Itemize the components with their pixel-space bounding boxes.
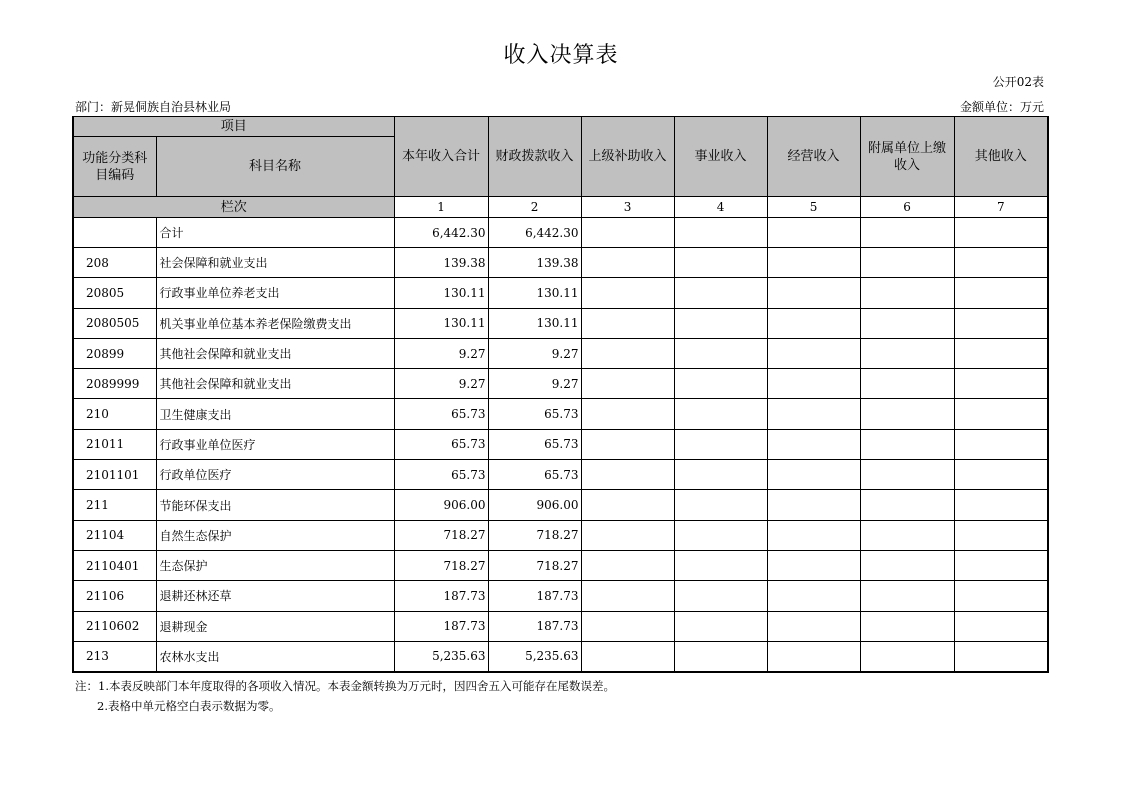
subject-name-cell: 生态保护: [156, 550, 394, 580]
total-income-cell: 718.27: [394, 520, 488, 550]
total-income-cell: 65.73: [394, 429, 488, 459]
column-header: 上级补助收入: [581, 117, 674, 197]
operating-income-cell: [767, 611, 860, 641]
income-final-accounts-table: [72, 116, 1049, 673]
column-header: 经营收入: [767, 117, 860, 197]
column-header: 事业收入: [674, 117, 767, 197]
column-number: 6: [860, 197, 954, 218]
business-income-cell: [674, 248, 767, 278]
table-row: [73, 460, 1048, 490]
subject-name-cell: 合计: [156, 218, 394, 248]
table-row: [73, 248, 1048, 278]
operating-income-cell: [767, 399, 860, 429]
function-code-cell: 20805: [73, 278, 156, 308]
function-code-cell: 211: [73, 490, 156, 520]
affiliated-unit-income-cell: [860, 550, 954, 580]
business-income-cell: [674, 278, 767, 308]
other-income-cell: [954, 550, 1048, 580]
fiscal-appropriation-cell: 718.27: [488, 520, 581, 550]
column-number: 1: [394, 197, 488, 218]
fiscal-appropriation-cell: 65.73: [488, 399, 581, 429]
subject-name-cell: 行政事业单位养老支出: [156, 278, 394, 308]
affiliated-unit-income-cell: [860, 641, 954, 671]
column-number: 5: [767, 197, 860, 218]
footnote: 注：1.本表反映部门本年度取得的各项收入情况。本表金额转换为万元时，因四舍五入可能存在尾数误差。: [75, 679, 615, 693]
business-income-cell: [674, 641, 767, 671]
business-income-cell: [674, 399, 767, 429]
fiscal-appropriation-cell: 65.73: [488, 460, 581, 490]
column-header: 财政拨款收入: [488, 117, 581, 197]
superior-subsidy-cell: [581, 490, 674, 520]
operating-income-cell: [767, 490, 860, 520]
other-income-cell: [954, 641, 1048, 671]
row-label-header: 栏次: [73, 197, 394, 218]
superior-subsidy-cell: [581, 460, 674, 490]
fiscal-appropriation-cell: 65.73: [488, 429, 581, 459]
superior-subsidy-cell: [581, 641, 674, 671]
superior-subsidy-cell: [581, 429, 674, 459]
subject-name-cell: 退耕现金: [156, 611, 394, 641]
affiliated-unit-income-cell: [860, 369, 954, 399]
table-row: [73, 581, 1048, 611]
affiliated-unit-income-cell: [860, 308, 954, 338]
operating-income-cell: [767, 429, 860, 459]
affiliated-unit-income-cell: [860, 581, 954, 611]
table-row: [73, 218, 1048, 248]
affiliated-unit-income-cell: [860, 399, 954, 429]
table-row: [73, 520, 1048, 550]
business-income-cell: [674, 308, 767, 338]
table-body: [73, 218, 1048, 672]
affiliated-unit-income-cell: [860, 248, 954, 278]
column-number: 4: [674, 197, 767, 218]
fiscal-appropriation-cell: 6,442.30: [488, 218, 581, 248]
function-code-cell: 2110401: [73, 550, 156, 580]
func-code-header: 功能分类科目编码: [73, 137, 156, 197]
table-row: [73, 490, 1048, 520]
footnotes: [75, 676, 615, 716]
project-header: 项目: [73, 117, 394, 137]
business-income-cell: [674, 218, 767, 248]
function-code-cell: 2089999: [73, 369, 156, 399]
total-income-cell: 906.00: [394, 490, 488, 520]
subject-name-cell: 农林水支出: [156, 641, 394, 671]
subject-name-cell: 行政事业单位医疗: [156, 429, 394, 459]
table-row: [73, 550, 1048, 580]
operating-income-cell: [767, 550, 860, 580]
fiscal-appropriation-cell: 9.27: [488, 369, 581, 399]
table-row: [73, 611, 1048, 641]
fiscal-appropriation-cell: 5,235.63: [488, 641, 581, 671]
other-income-cell: [954, 611, 1048, 641]
affiliated-unit-income-cell: [860, 429, 954, 459]
table-row: [73, 641, 1048, 671]
operating-income-cell: [767, 308, 860, 338]
superior-subsidy-cell: [581, 399, 674, 429]
superior-subsidy-cell: [581, 218, 674, 248]
subject-name-header: 科目名称: [156, 137, 394, 197]
superior-subsidy-cell: [581, 369, 674, 399]
operating-income-cell: [767, 338, 860, 368]
business-income-cell: [674, 338, 767, 368]
operating-income-cell: [767, 278, 860, 308]
table-row: [73, 369, 1048, 399]
superior-subsidy-cell: [581, 308, 674, 338]
superior-subsidy-cell: [581, 520, 674, 550]
function-code-cell: 208: [73, 248, 156, 278]
affiliated-unit-income-cell: [860, 278, 954, 308]
superior-subsidy-cell: [581, 611, 674, 641]
table-row: [73, 429, 1048, 459]
amount-unit-label: 金额单位：万元: [959, 100, 1044, 114]
superior-subsidy-cell: [581, 248, 674, 278]
column-header: 其他收入: [954, 117, 1048, 197]
footnote: 2.表格中单元格空白表示数据为零。: [97, 699, 281, 713]
department-label: 部门：新晃侗族自治县林业局: [75, 100, 232, 114]
other-income-cell: [954, 278, 1048, 308]
affiliated-unit-income-cell: [860, 218, 954, 248]
column-number: 7: [954, 197, 1048, 218]
total-income-cell: 9.27: [394, 338, 488, 368]
affiliated-unit-income-cell: [860, 460, 954, 490]
subject-name-cell: 社会保障和就业支出: [156, 248, 394, 278]
other-income-cell: [954, 338, 1048, 368]
total-income-cell: 9.27: [394, 369, 488, 399]
total-income-cell: 130.11: [394, 308, 488, 338]
superior-subsidy-cell: [581, 338, 674, 368]
fiscal-appropriation-cell: 187.73: [488, 611, 581, 641]
total-income-cell: 187.73: [394, 581, 488, 611]
other-income-cell: [954, 520, 1048, 550]
fiscal-appropriation-cell: 130.11: [488, 308, 581, 338]
fiscal-appropriation-cell: 187.73: [488, 581, 581, 611]
page-title: 收入决算表: [503, 43, 619, 68]
column-number: 2: [488, 197, 581, 218]
other-income-cell: [954, 248, 1048, 278]
function-code-cell: 21104: [73, 520, 156, 550]
operating-income-cell: [767, 218, 860, 248]
business-income-cell: [674, 460, 767, 490]
fiscal-appropriation-cell: 718.27: [488, 550, 581, 580]
total-income-cell: 187.73: [394, 611, 488, 641]
subject-name-cell: 其他社会保障和就业支出: [156, 338, 394, 368]
business-income-cell: [674, 429, 767, 459]
subject-name-cell: 退耕还林还草: [156, 581, 394, 611]
total-income-cell: 65.73: [394, 460, 488, 490]
subject-name-cell: 卫生健康支出: [156, 399, 394, 429]
total-income-cell: 139.38: [394, 248, 488, 278]
business-income-cell: [674, 581, 767, 611]
function-code-cell: 2110602: [73, 611, 156, 641]
affiliated-unit-income-cell: [860, 338, 954, 368]
table-row: [73, 308, 1048, 338]
affiliated-unit-income-cell: [860, 490, 954, 520]
business-income-cell: [674, 369, 767, 399]
affiliated-unit-income-cell: [860, 611, 954, 641]
total-income-cell: 130.11: [394, 278, 488, 308]
operating-income-cell: [767, 520, 860, 550]
function-code-cell: 2101101: [73, 460, 156, 490]
operating-income-cell: [767, 581, 860, 611]
function-code-cell: 2080505: [73, 308, 156, 338]
column-header: 附属单位上缴收入: [860, 117, 954, 197]
other-income-cell: [954, 581, 1048, 611]
fiscal-appropriation-cell: 9.27: [488, 338, 581, 368]
function-code-cell: 20899: [73, 338, 156, 368]
subject-name-cell: 节能环保支出: [156, 490, 394, 520]
superior-subsidy-cell: [581, 278, 674, 308]
business-income-cell: [674, 550, 767, 580]
affiliated-unit-income-cell: [860, 520, 954, 550]
business-income-cell: [674, 520, 767, 550]
business-income-cell: [674, 611, 767, 641]
other-income-cell: [954, 308, 1048, 338]
operating-income-cell: [767, 248, 860, 278]
other-income-cell: [954, 218, 1048, 248]
column-header: 本年收入合计: [394, 117, 488, 197]
total-income-cell: 5,235.63: [394, 641, 488, 671]
table-row: [73, 278, 1048, 308]
function-code-cell: 21011: [73, 429, 156, 459]
other-income-cell: [954, 369, 1048, 399]
fiscal-appropriation-cell: 139.38: [488, 248, 581, 278]
total-income-cell: 718.27: [394, 550, 488, 580]
subject-name-cell: 机关事业单位基本养老保险缴费支出: [156, 308, 394, 338]
fiscal-appropriation-cell: 906.00: [488, 490, 581, 520]
function-code-cell: [73, 218, 156, 248]
business-income-cell: [674, 490, 767, 520]
table-row: [73, 338, 1048, 368]
superior-subsidy-cell: [581, 550, 674, 580]
superior-subsidy-cell: [581, 581, 674, 611]
function-code-cell: 21106: [73, 581, 156, 611]
total-income-cell: 65.73: [394, 399, 488, 429]
other-income-cell: [954, 490, 1048, 520]
other-income-cell: [954, 399, 1048, 429]
table-row: [73, 399, 1048, 429]
subject-name-cell: 其他社会保障和就业支出: [156, 369, 394, 399]
subject-name-cell: 自然生态保护: [156, 520, 394, 550]
total-income-cell: 6,442.30: [394, 218, 488, 248]
function-code-cell: 213: [73, 641, 156, 671]
other-income-cell: [954, 460, 1048, 490]
fiscal-appropriation-cell: 130.11: [488, 278, 581, 308]
function-code-cell: 210: [73, 399, 156, 429]
subject-name-cell: 行政单位医疗: [156, 460, 394, 490]
form-number: 公开02表: [992, 75, 1044, 89]
other-income-cell: [954, 429, 1048, 459]
operating-income-cell: [767, 369, 860, 399]
operating-income-cell: [767, 460, 860, 490]
column-number: 3: [581, 197, 674, 218]
operating-income-cell: [767, 641, 860, 671]
